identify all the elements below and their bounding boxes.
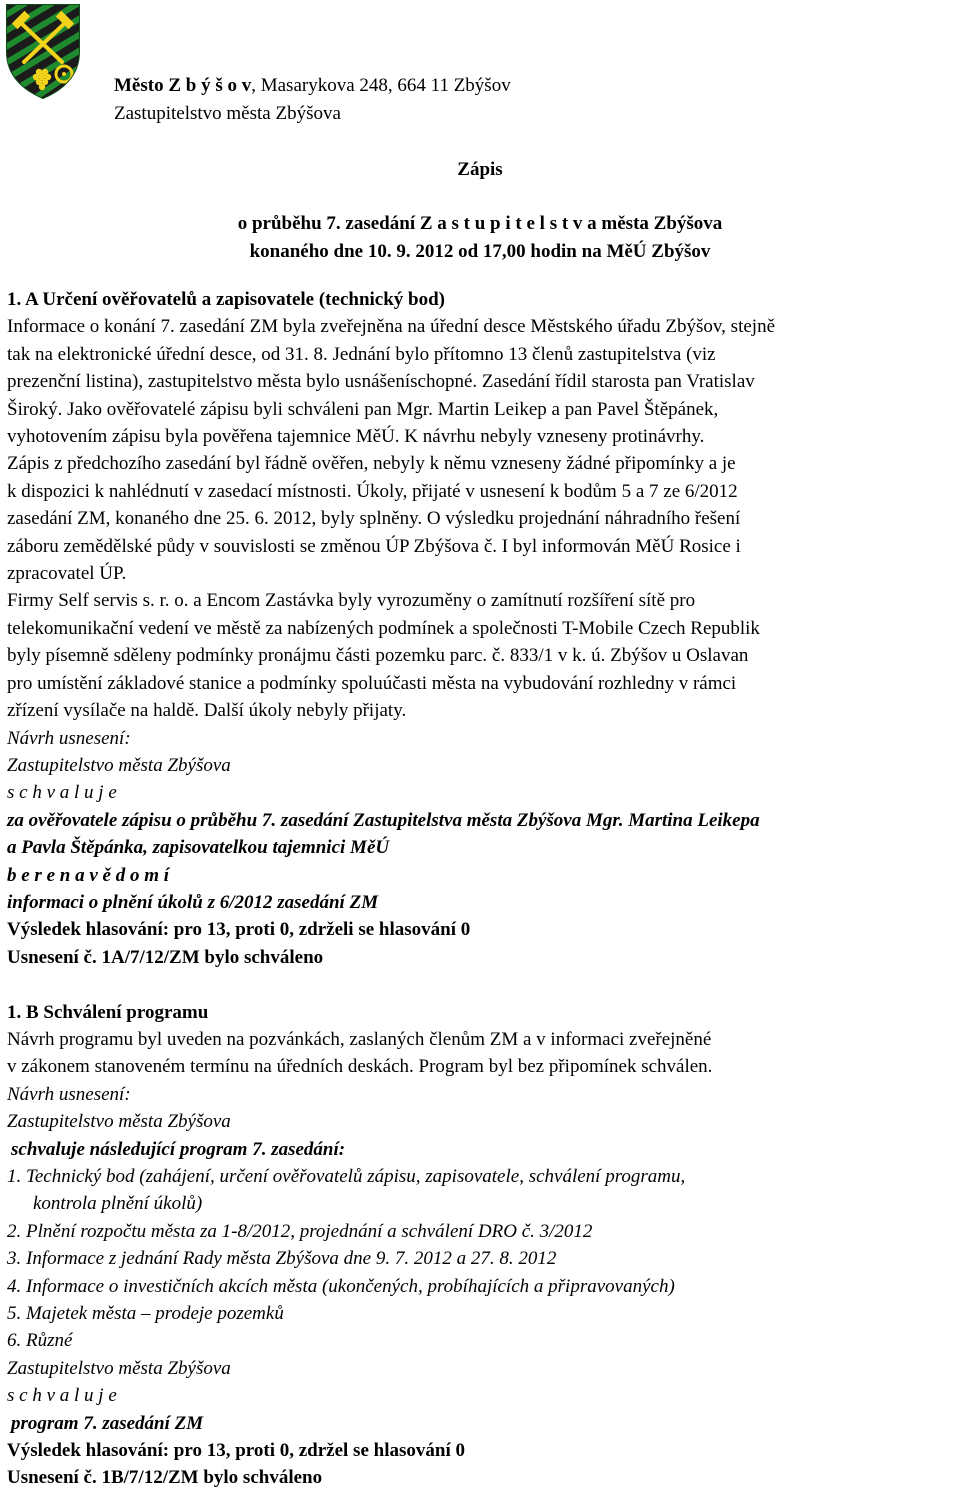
subtitle-line-2: konaného dne 10. 9. 2012 od 17,00 hodin na MěÚ Zbýšov <box>249 241 711 262</box>
town-name: Město Z b ý š o v <box>114 75 252 96</box>
town-address-line <box>114 72 511 100</box>
town-address: , Masarykova 248, 664 11 Zbýšov <box>251 75 511 96</box>
program-item: 6. Různé <box>7 1330 73 1352</box>
text-line: prezenční listina), zastupitelstvo města bylo usnášeníschopné. Zasedání řídil starosta pan Vratislav <box>7 371 755 393</box>
text-line: záboru zemědělské půdy v souvislosti se změnou ÚP Zbýšova č. I byl informován MěÚ Rosice i <box>7 535 741 557</box>
program-item: 1. Technický bod (zahájení, určení ověřovatelů zápisu, zapisovatele, schválení programu, <box>7 1165 686 1187</box>
text-line: zřízení vysílače na haldě. Další úkoly nebyly přijaty. <box>7 700 407 722</box>
text-line: vyhotovením zápisu byla pověřena tajemnice MěÚ. K návrhu nebyly vzneseny protinávrhy. <box>7 426 705 448</box>
text-line: zasedání ZM, konaného dne 25. 6. 2012, byly splněny. O výsledku projednání náhradního řešení <box>7 508 741 530</box>
proposal-label: Návrh usnesení: <box>7 727 131 749</box>
text-line: tak na elektronické úřední desce, od 31. 8. Jednání bylo přítomno 13 členů zastupitelstva (viz <box>7 343 716 365</box>
section-b-heading: 1. B Schválení programu <box>7 1001 209 1023</box>
text-line: telekomunikační vedení ve městě za nabízených podmínek a společnosti T-Mobile Czech Republik <box>7 617 760 639</box>
program-list <box>7 1163 953 1355</box>
council-label: Zastupitelstvo města Zbýšova <box>7 754 231 776</box>
text-line: Informace o konání 7. zasedání ZM byla zveřejněna na úřední desce Městského úřadu Zbýšov, stejně <box>7 316 775 338</box>
approves-label: s c h v a l u j e <box>7 1385 117 1407</box>
vote-result: Výsledek hlasování: pro 13, proti 0, zdržel se hlasování 0 <box>7 1440 465 1462</box>
text-line: v zákonem stanoveném termínu na úředních deskách. Program byl bez připomínek schválen. <box>7 1056 713 1078</box>
document-body <box>7 286 953 1492</box>
text-line: zpracovatel ÚP. <box>7 563 127 585</box>
document-subtitle <box>0 210 960 266</box>
program-item: 5. Majetek města – prodeje pozemků <box>7 1303 284 1325</box>
resolution: Usnesení č. 1B/7/12/ZM bylo schváleno <box>7 1467 323 1489</box>
council-name: Zastupitelstvo města Zbýšova <box>114 103 341 124</box>
text-line: Návrh programu byl uveden na pozvánkách, zaslaných členům ZM a v informaci zveřejněné <box>7 1028 712 1050</box>
spacer <box>7 971 953 998</box>
approves-text: a Pavla Štěpánka, zapisovatelkou tajemnici MěÚ <box>7 837 390 859</box>
resolution: Usnesení č. 1A/7/12/ZM bylo schváleno <box>7 946 324 968</box>
program-item: kontrola plnění úkolů) <box>33 1193 203 1215</box>
approves-program-label: schvaluje následující program 7. zasedání: <box>11 1138 346 1160</box>
approves-text: program 7. zasedání ZM <box>11 1412 204 1434</box>
text-line: Firmy Self servis s. r. o. a Encom Zastávka byly vyrozuměny o zamítnutí rozšíření sítě pro <box>7 590 696 612</box>
text-line: Zápis z předchozího zasedání byl řádně ověřen, nebyly k němu vzneseny žádné připomínky a je <box>7 453 736 475</box>
vote-result: Výsledek hlasování: pro 13, proti 0, zdrželi se hlasování 0 <box>7 919 471 941</box>
section-a-heading: 1. A Určení ověřovatelů a zapisovatele (technický bod) <box>7 289 446 310</box>
council-label: Zastupitelstvo města Zbýšova <box>7 1357 231 1379</box>
text-line: pro umístění základové stanice a podmínky spoluúčasti města na vybudování rozhledny v rámci <box>7 672 737 694</box>
approves-text: za ověřovatele zápisu o průběhu 7. zasedání Zastupitelstva města Zbýšova Mgr. Martina Leikepa <box>7 809 760 831</box>
section-a-text <box>7 313 953 724</box>
program-item: 4. Informace o investičních akcích města (ukončených, probíhajících a připravovaných) <box>7 1275 675 1297</box>
text-line: byly písemně sděleny podmínky pronájmu části pozemku parc. č. 833/1 v k. ú. Zbýšov u Oslavan <box>7 645 749 667</box>
town-coat-of-arms-icon <box>4 2 82 100</box>
proposal-label: Návrh usnesení: <box>7 1083 131 1105</box>
text-line: Široký. Jako ověřovatelé zápisu byli schváleni pan Mgr. Martin Leikep a pan Pavel Štěpánek, <box>7 398 719 420</box>
document-header <box>114 72 511 128</box>
notes-label: b e r e n a v ě d o m í <box>7 864 170 886</box>
program-item: 2. Plnění rozpočtu města za 1-8/2012, projednání a schválení DRO č. 3/2012 <box>7 1220 593 1242</box>
text-line: k dispozici k nahlédnutí v zasedací místnosti. Úkoly, přijaté v usnesení k bodům 5 a 7 ze 6/2012 <box>7 480 738 502</box>
subtitle-line-1: o průběhu 7. zasedání Z a s t u p i t e l s t v a města Zbýšova <box>237 213 723 234</box>
program-item: 3. Informace z jednání Rady města Zbýšova dne 9. 7. 2012 a 27. 8. 2012 <box>7 1248 557 1270</box>
approves-label: s c h v a l u j e <box>7 782 117 804</box>
notes-text: informaci o plnění úkolů z 6/2012 zasedání ZM <box>7 891 379 913</box>
council-label: Zastupitelstvo města Zbýšova <box>7 1111 231 1133</box>
document-title: Zápis <box>457 159 503 180</box>
